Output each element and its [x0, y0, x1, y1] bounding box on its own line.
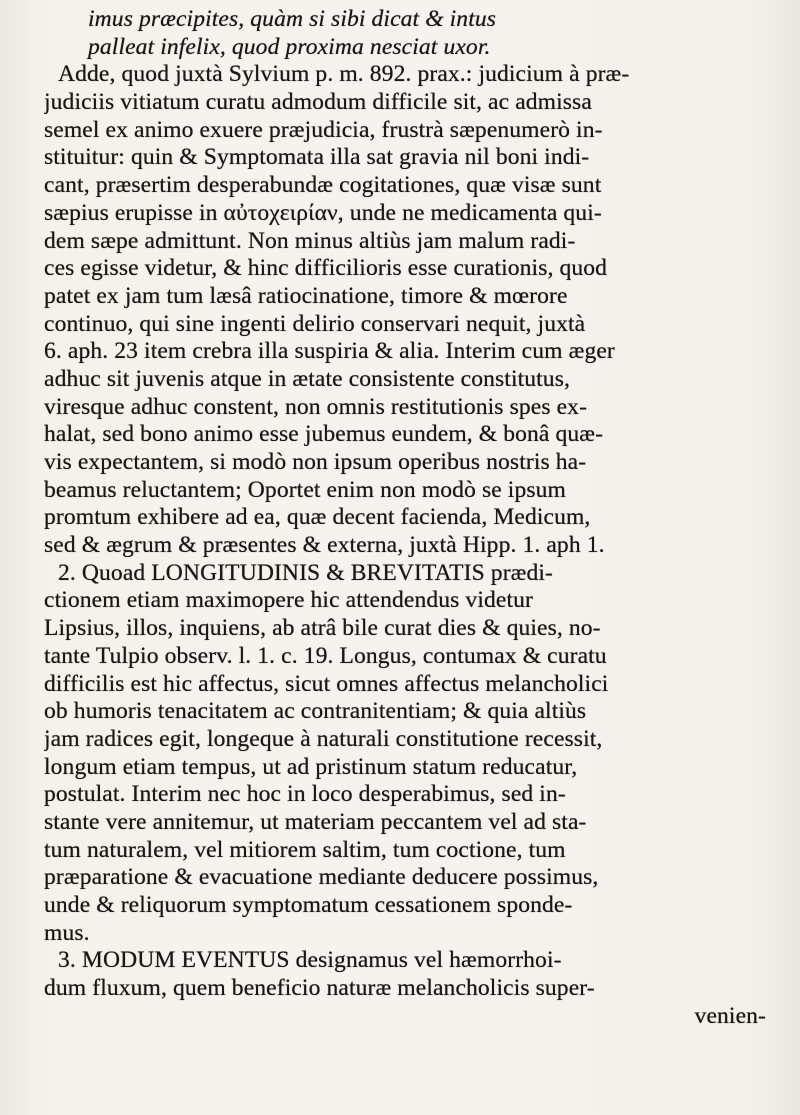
- text-line: sed & ægrum & præsentes & externa, juxtà Hipp. 1. aph 1.: [44, 532, 605, 559]
- text-line: præparatione & evacuatione mediante deducere possimus,: [44, 864, 599, 891]
- text-line: difficilis est hic affectus, sicut omnes affectus melancholici: [44, 670, 609, 697]
- text-line: dum fluxum, quem beneficio naturæ melancholicis super-: [44, 975, 595, 1002]
- text-line: sæpius erupisse in αὐτοχειρίαν, unde ne medicamenta qui-: [44, 199, 602, 226]
- section-2-heading-line: 2. Quoad LONGITUDINIS & BREVITATIS prædi-: [58, 559, 554, 586]
- text-line: cant, præsertim desperabundæ cogitationes, quæ visæ sunt: [44, 172, 602, 199]
- text-line: ob humoris tenacitatem ac contranitentiam; & quia altiùs: [44, 698, 587, 725]
- text-line: mus.: [44, 919, 90, 946]
- text-line: promtum exhibere ad ea, quæ decent facienda, Medicum,: [44, 504, 591, 531]
- text-line: tum naturalem, vel mitiorem saltim, tum coctione, tum: [44, 836, 566, 863]
- text-line: stituitur: quin & Symptomata illa sat gravia nil boni indi-: [44, 144, 590, 171]
- text-line: halat, sed bono animo esse jubemus eundem, & bonâ quæ-: [44, 421, 604, 448]
- text-line: semel ex animo exuere præjudicia, frustrà sæpenumerò in-: [44, 116, 603, 143]
- verse-line-1: imus præcipites, quàm si sibi dicat & intus: [88, 6, 497, 32]
- text-line: postulat. Interim nec hoc in loco desperabimus, sed in-: [44, 781, 566, 808]
- text-line: viresque adhuc constent, non omnis restitutionis spes ex-: [44, 393, 588, 420]
- text-line: dem sæpe admittunt. Non minus altiùs jam malum radi-: [44, 227, 576, 254]
- text-line: adhuc sit juvenis atque in ætate consistente constitutus,: [44, 365, 570, 392]
- text-line: tante Tulpio observ. l. 1. c. 19. Longus, contumax & curatu: [44, 642, 607, 669]
- text-line: vis expectantem, si modò non ipsum operibus nostris ha-: [44, 449, 587, 475]
- text-line: unde & reliquorum symptomatum cessationem sponde-: [44, 892, 573, 918]
- text-line: patet ex jam tum læsâ ratiocinatione, timore & mœrore: [44, 282, 568, 309]
- section-3-heading-line: 3. MODUM EVENTUS designamus vel hæmorrhoi-: [58, 947, 562, 974]
- text-line: jam radices egit, longeque à naturali constitutione recessit,: [44, 725, 603, 752]
- text-line: stante vere annitemur, ut materiam peccantem vel ad sta-: [44, 808, 587, 835]
- text-line: ces egisse videtur, & hinc difficilioris esse curationis, quod: [44, 255, 608, 282]
- paragraph-1-line-1: Adde, quod juxtà Sylvium p. m. 892. prax.: judicium à præ-: [58, 61, 630, 88]
- text-line: Lipsius, illos, inquiens, ab atrâ bile curat dies & quies, no-: [44, 615, 601, 642]
- text-line: continuo, qui sine ingenti delirio conservari nequit, juxtà: [44, 310, 586, 337]
- text-line: ctionem etiam maximopere hic attendendus videtur: [44, 587, 533, 614]
- text-line: 6. aph. 23 item crebra illa suspiria & alia. Interim cum æger: [44, 338, 615, 365]
- page-text: [44, 6, 784, 1030]
- text-line: judiciis vitiatum curatu admodum difficile sit, ac admissa: [44, 89, 592, 116]
- verse-line-2: palleat infelix, quod proxima nesciat uxor.: [88, 33, 491, 60]
- catchword: venien-: [694, 1002, 766, 1029]
- text-line: longum etiam tempus, ut ad pristinum statum reducatur,: [44, 753, 578, 780]
- text-line: beamus reluctantem; Oportet enim non modò se ipsum: [44, 476, 566, 503]
